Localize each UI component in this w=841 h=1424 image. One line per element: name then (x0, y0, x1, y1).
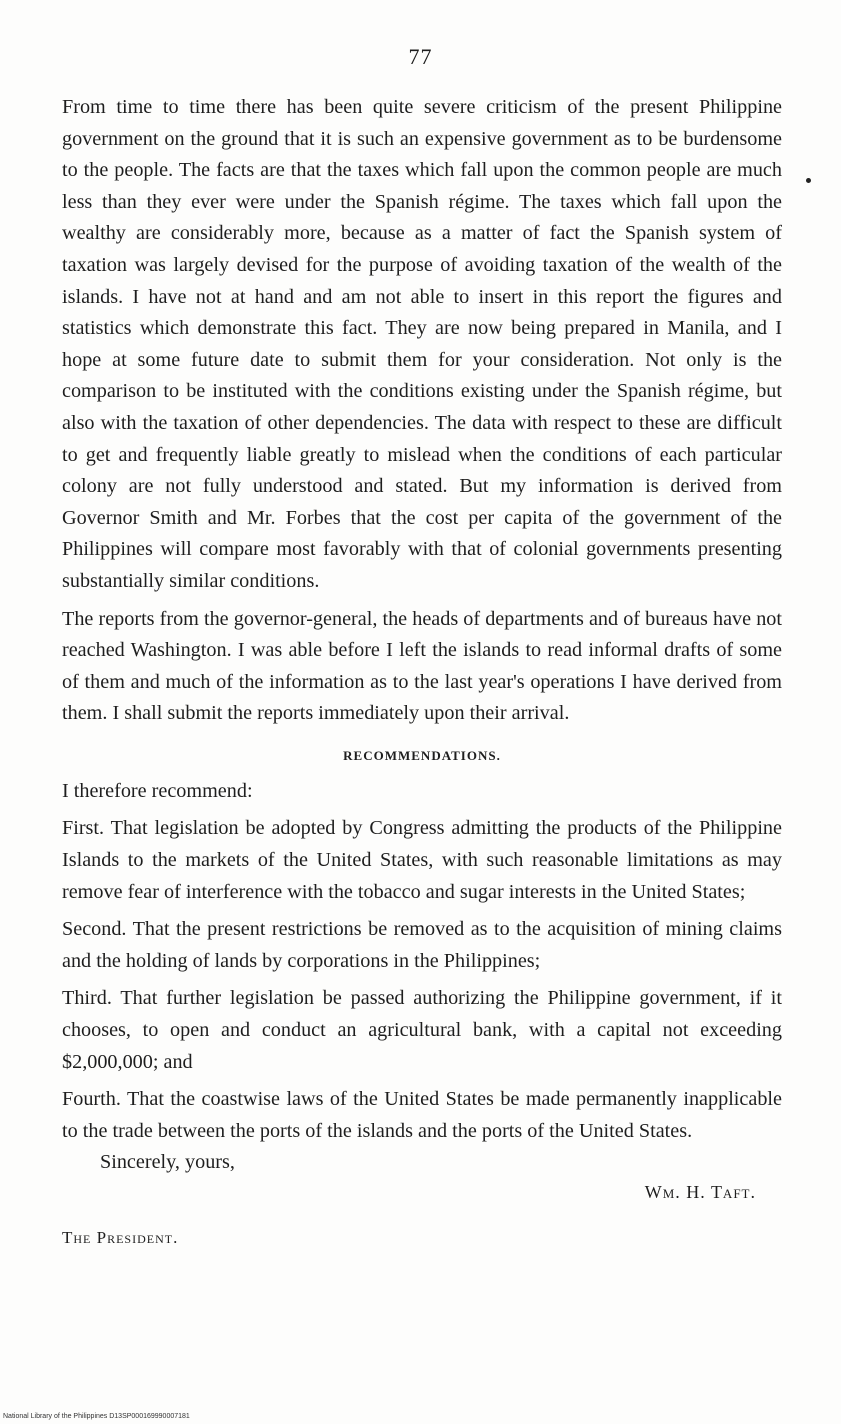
paragraph-criticism: From time to time there has been quite severe criticism of the present Philippine government on the ground that it is such an expensive government as to be burdensome to the people. The facts are that the taxes which fall upon the common people are much less than they ever were under the Spanish régime. The taxes which fall upon the wealthy are considerably more, because as a matter of fact the Spanish system of taxation was largely devised for the purpose of avoiding taxation of the wealth of the islands. I have not at hand and am not able to insert in this report the figures and statistics which demonstrate this fact. They are now being prepared in Manila, and I hope at some future date to submit them for your consideration. Not only is the comparison to be instituted with the conditions existing under the Spanish régime, but also with the taxation of other dependencies. The data with respect to these are difficult to get and frequently liable greatly to mislead when the conditions of each particular colony are not fully understood and stated. But my information is derived from Governor Smith and Mr. Forbes that the cost per capita of the government of the Philippines will compare most favorably with that of colonial governments presenting substantially similar conditions. (62, 96, 782, 592)
signature: Wm. H. Taft. (644, 1182, 756, 1202)
section-heading: RECOMMENDATIONS. (343, 747, 501, 763)
recommendation-second: Second. That the present restrictions be removed as to the acquisition of mining claims and the holding of lands by corporations in the Philippines; (62, 918, 782, 972)
archive-footer: National Library of the Philippines D13SP000169990007181 (3, 1413, 190, 1420)
paragraph-reports: The reports from the governor-general, the heads of departments and of bureaus have not reached Washington. I was able before I left the islands to read informal drafts of some of them and much of the information as to the last year's operations I have derived from them. I shall submit the reports immediately upon their arrival. (62, 607, 782, 725)
document-body (62, 92, 782, 1251)
recommendation-fourth: Fourth. That the coastwise laws of the United States be made permanently inapplicable to the trade between the ports of the islands and the ports of the United States. (62, 1088, 782, 1142)
margin-mark (806, 178, 811, 183)
addressee: The President. (62, 1228, 179, 1247)
closing-line: Sincerely, yours, (100, 1151, 235, 1174)
recommend-intro: I therefore recommend: (62, 779, 253, 802)
recommendation-first: First. That legislation be adopted by Congress admitting the products of the Philippine Islands to the markets of the United States, with such reasonable limitations as may remove fear of interference with the tobacco and sugar interests in the United States; (62, 817, 782, 903)
page-number: 77 (408, 44, 433, 69)
recommendation-third: Third. That further legislation be passed authorizing the Philippine government, if it chooses, to open and conduct an agricultural bank, with a capital not exceeding $2,000,000; and (62, 987, 782, 1073)
